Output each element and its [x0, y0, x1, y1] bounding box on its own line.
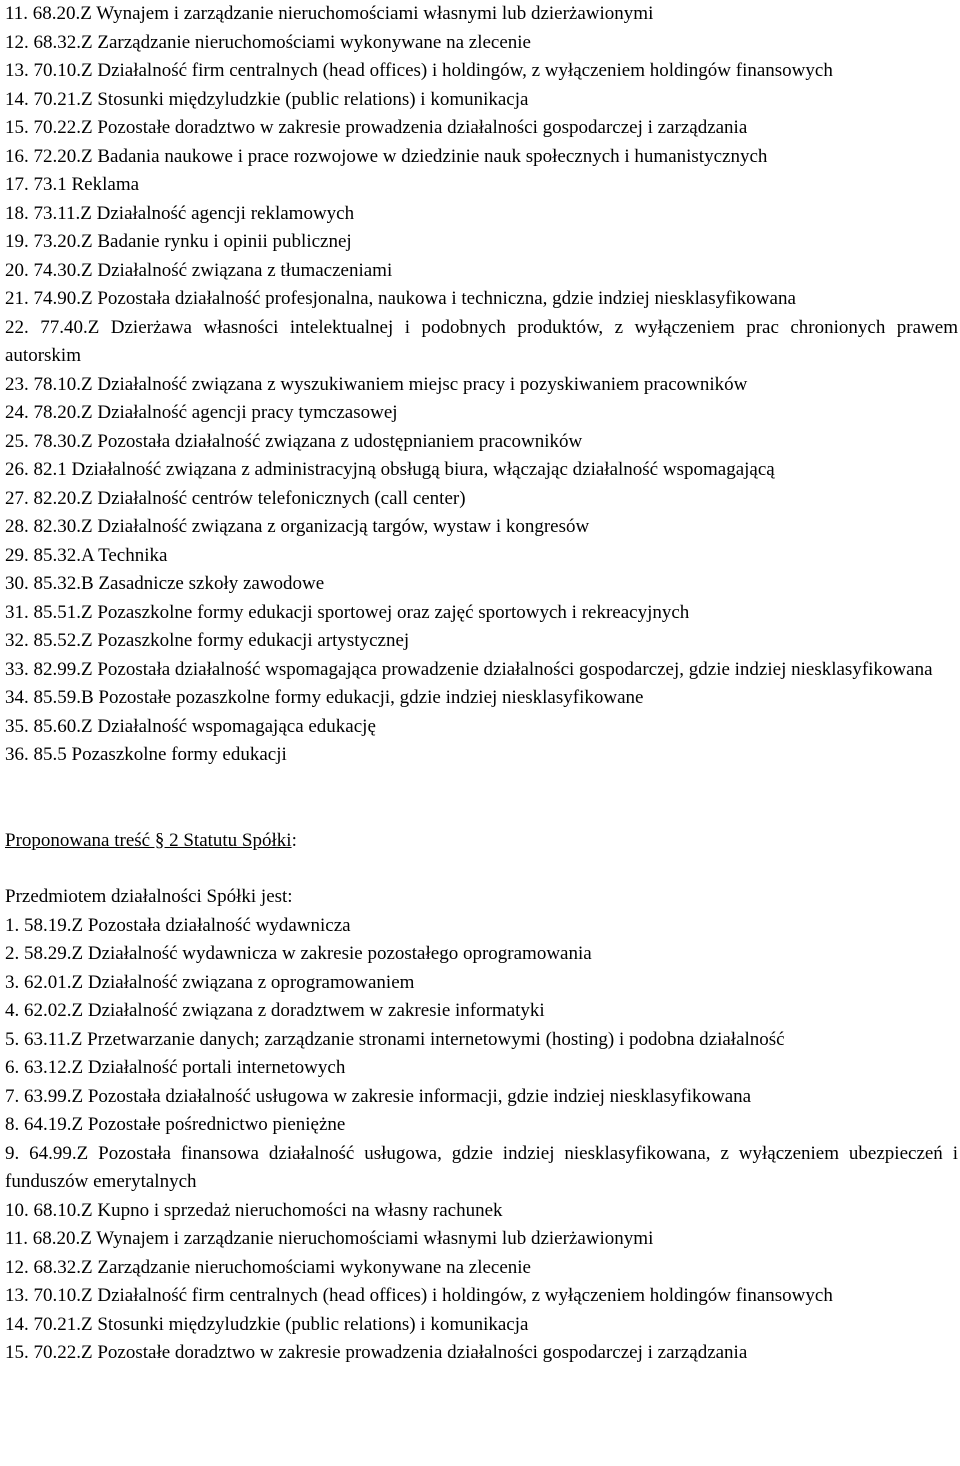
list-item: 12. 68.32.Z Zarządzanie nieruchomościami wykonywane na zlecenie [5, 31, 531, 53]
list-item: 7. 63.99.Z Pozostała działalność usługowa w zakresie informacji, gdzie indziej niesklasyfikowana [5, 1085, 752, 1107]
list-item: 28. 82.30.Z Działalność związana z organizacją targów, wystaw i kongresów [5, 516, 590, 537]
list-item: 33. 82.99.Z Pozostała działalność wspomagająca prowadzenie działalności gospodarczej, gdzie indziej niesklasyfikowana [5, 658, 933, 680]
list-item: 21. 74.90.Z Pozostała działalność profesjonalna, naukowa i techniczna, gdzie indziej niesklasyfikowana [5, 288, 796, 309]
section-heading-text: Proponowana treść § 2 Statutu Spółki [5, 829, 292, 851]
spacer [5, 770, 958, 827]
list-item: 24. 78.20.Z Działalność agencji pracy tymczasowej [5, 402, 398, 423]
list-item: 12. 68.32.Z Zarządzanie nieruchomościami wykonywane na zlecenie [5, 1256, 531, 1278]
section-heading [5, 827, 958, 856]
list-item: 16. 72.20.Z Badania naukowe i prace rozwojowe w dziedzinie nauk społecznych i humanistycznych [5, 145, 768, 167]
list-item: 6. 63.12.Z Działalność portali internetowych [5, 1057, 346, 1078]
list-item: 4. 62.02.Z Działalność związana z doradztwem w zakresie informatyki [5, 1000, 545, 1021]
list-item: 1. 58.19.Z Pozostała działalność wydawnicza [5, 914, 351, 936]
activity-list-bottom [5, 912, 958, 1368]
list-item: 15. 70.22.Z Pozostałe doradztwo w zakresie prowadzenia działalności gospodarczej i zarządzania [5, 1342, 748, 1363]
list-item: 36. 85.5 Pozaszkolne formy edukacji [5, 744, 287, 765]
list-item: 17. 73.1 Reklama [5, 174, 140, 195]
list-item: 35. 85.60.Z Działalność wspomagająca edukację [5, 715, 376, 737]
list-item: 2. 58.29.Z Działalność wydawnicza w zakresie pozostałego oprogramowania [5, 943, 592, 964]
list-item: 14. 70.21.Z Stosunki międzyludzkie (public relations) i komunikacja [5, 1313, 529, 1335]
list-item: 13. 70.10.Z Działalność firm centralnych (head offices) i holdingów, z wyłączeniem holdingów finansowych [5, 60, 833, 81]
list-item: 27. 82.20.Z Działalność centrów telefonicznych (call center) [5, 487, 466, 509]
spacer [5, 855, 958, 883]
section-heading-suffix: : [291, 829, 297, 851]
list-item: 13. 70.10.Z Działalność firm centralnych (head offices) i holdingów, z wyłączeniem holdingów finansowych [5, 1285, 833, 1306]
list-item: 29. 85.32.A Technika [5, 544, 168, 566]
list-item: 23. 78.10.Z Działalność związana z wyszukiwaniem miejsc pracy i pozyskiwaniem pracowników [5, 373, 748, 395]
list-item: 3. 62.01.Z Działalność związana z oprogramowaniem [5, 971, 415, 993]
list-item: 26. 82.1 Działalność związana z administracyjną obsługą biura, włączając działalność wspomagającą [5, 459, 775, 480]
list-item: 18. 73.11.Z Działalność agencji reklamowych [5, 202, 355, 224]
list-item: 9. 64.99.Z Pozostała finansowa działalność usługowa, gdzie indziej niesklasyfikowana, z wyłączeniem ubezpieczeń i funduszów emerytalnych [5, 1142, 958, 1192]
list-item: 19. 73.20.Z Badanie rynku i opinii publicznej [5, 231, 352, 252]
activity-list-top [5, 0, 958, 770]
list-item: 30. 85.32.B Zasadnicze szkoły zawodowe [5, 573, 325, 594]
list-item: 34. 85.59.B Pozostałe pozaszkolne formy edukacji, gdzie indziej niesklasyfikowane [5, 687, 644, 708]
list-item: 5. 63.11.Z Przetwarzanie danych; zarządzanie stronami internetowymi (hosting) i podobna działalność [5, 1028, 785, 1050]
list-item: 15. 70.22.Z Pozostałe doradztwo w zakresie prowadzenia działalności gospodarczej i zarządzania [5, 117, 748, 138]
list-item: 22. 77.40.Z Dzierżawa własności intelektualnej i podobnych produktów, z wyłączeniem prac chronionych prawem autorskim [5, 316, 958, 366]
list-item: 25. 78.30.Z Pozostała działalność związana z udostępnianiem pracowników [5, 430, 583, 452]
list-item: 31. 85.51.Z Pozaszkolne formy edukacji sportowej oraz zajęć sportowych i rekreacyjnych [5, 601, 690, 623]
list-item: 11. 68.20.Z Wynajem i zarządzanie nieruchomościami własnymi lub dzierżawionymi [5, 1228, 654, 1249]
list-item: 32. 85.52.Z Pozaszkolne formy edukacji artystycznej [5, 630, 410, 651]
intro-text: Przedmiotem działalności Spółki jest: [5, 886, 293, 907]
list-item: 11. 68.20.Z Wynajem i zarządzanie nieruchomościami własnymi lub dzierżawionymi [5, 3, 654, 24]
list-item: 20. 74.30.Z Działalność związana z tłumaczeniami [5, 259, 393, 281]
list-item: 10. 68.10.Z Kupno i sprzedaż nieruchomości na własny rachunek [5, 1199, 503, 1221]
list-item: 14. 70.21.Z Stosunki międzyludzkie (public relations) i komunikacja [5, 88, 529, 110]
list-item: 8. 64.19.Z Pozostałe pośrednictwo pieniężne [5, 1114, 346, 1135]
